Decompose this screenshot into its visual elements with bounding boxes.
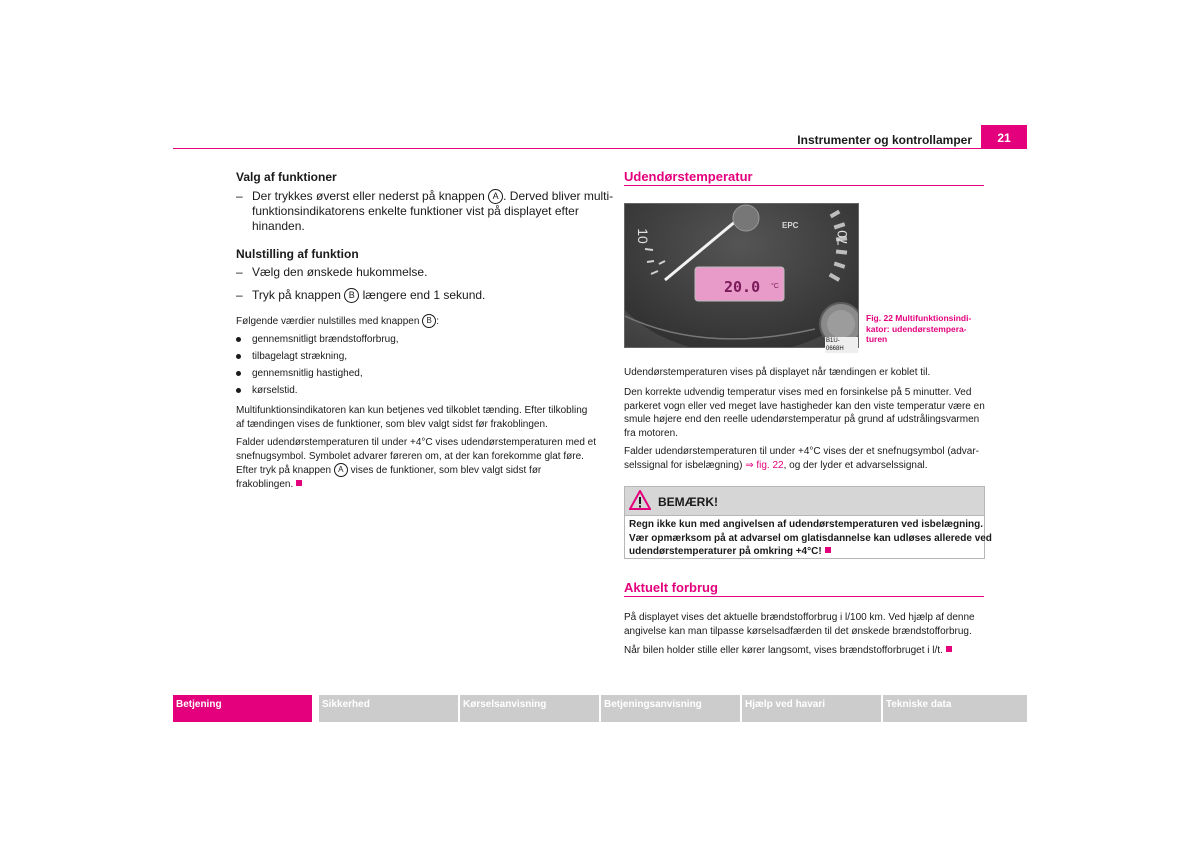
section-end-marker <box>946 646 952 652</box>
paragraph-snowflake <box>236 436 601 491</box>
step-text: Der trykkes øverst eller nederst på knappen <box>252 189 485 203</box>
paragraph-line: Falder udendørstemperaturen til under +4°C vises udendørstemperaturen med et <box>236 437 597 448</box>
needle-hub <box>733 205 759 231</box>
tab-label: Betjening <box>176 699 222 710</box>
bullet-icon <box>236 371 241 376</box>
caption-line: Fig. 22 Multifunktionsindi- <box>866 313 972 323</box>
notice-line: udendørstemperaturer på omkring +4°C! <box>629 546 822 557</box>
lcd-unit: °C <box>771 283 779 290</box>
header-rule <box>173 148 1027 149</box>
tab-sikkerhed[interactable] <box>319 695 458 722</box>
paragraph-line: angivelse kan man tilpasse kørselsadfærden til det ønskede brændstofforbrug. <box>624 625 972 637</box>
section-title-udendoers: Udendørstemperatur <box>624 169 753 184</box>
paragraph-line: af tændingen vises de funktioner, som blev valgt sidst før frakoblingen. <box>236 418 548 430</box>
tab-betjeningsanvisning[interactable] <box>601 695 740 722</box>
reset-intro <box>236 314 439 329</box>
running-header: Instrumenter og kontrollamper <box>797 133 972 147</box>
step-select-memory <box>236 265 606 280</box>
notice-line: Regn ikke kun med angivelsen af udendørstemperaturen ved isbelægning. <box>629 519 983 530</box>
notice-box <box>624 486 992 559</box>
figure-code: B1U-0668H <box>825 337 858 353</box>
list-item <box>236 333 596 347</box>
tab-label: Hjælp ved havari <box>745 699 826 710</box>
section-title-aktuelt: Aktuelt forbrug <box>624 580 718 595</box>
button-a-symbol: A <box>334 463 348 477</box>
tab-label: Betjeningsanvisning <box>604 699 702 710</box>
tab-label: Sikkerhed <box>322 699 370 710</box>
section-end-marker <box>296 480 302 486</box>
paragraph-display: Udendørstemperaturen vises på displayet når tændingen er koblet til. <box>624 367 931 378</box>
step-text: Vælg den ønskede hukommelse. <box>252 265 428 279</box>
reset-knob-inner <box>827 310 855 338</box>
figure-caption <box>866 313 986 345</box>
bullet-icon <box>236 337 241 342</box>
figure-multifunction-indicator <box>624 203 859 352</box>
tab-tekniske-data[interactable] <box>883 695 1027 722</box>
list-item-text: gennemsnitligt brændstofforbrug, <box>252 334 399 345</box>
paragraph-line: fra motoren. <box>624 427 678 439</box>
bullet-icon <box>236 388 241 393</box>
paragraph-ignition <box>236 404 601 431</box>
paragraph-line: selssignal for isbelægning) <box>624 459 743 471</box>
step-select-function <box>236 189 614 235</box>
tab-koerselsanvisning[interactable] <box>460 695 599 722</box>
step-dash: – <box>236 288 243 302</box>
notice-header <box>625 487 984 516</box>
notice-title: BEMÆRK! <box>658 495 718 509</box>
paragraph-line: Den korrekte udvendig temperatur vises med en forsinkelse på 5 minutter. Ved <box>624 387 972 398</box>
gauge-mark-right: 70 <box>833 230 850 246</box>
figure-reference-link[interactable]: ⇒ fig. 22 <box>745 459 784 471</box>
paragraph-line: smule højere end den reelle udendørstemperatur på grund af udstrålingsvarmen <box>624 414 980 425</box>
list-item <box>236 350 596 364</box>
list-item <box>236 367 596 381</box>
caption-line: turen <box>866 334 888 344</box>
step-press-b <box>236 288 606 303</box>
tab-label: Kørselsanvisning <box>463 699 547 710</box>
caption-line: kator: udendørstempera- <box>866 323 967 334</box>
section-title-valg: Valg af funktioner <box>236 170 337 184</box>
step-text: Tryk på knappen <box>252 288 341 302</box>
bullet-icon <box>236 354 241 359</box>
paragraph-line: Efter tryk på knappen <box>236 465 332 476</box>
paragraph-consumption <box>624 611 984 638</box>
reset-bullet-list <box>236 333 596 403</box>
step-dash: – <box>236 265 243 279</box>
step-dash: – <box>236 189 243 203</box>
button-b-symbol: B <box>422 314 436 328</box>
list-item-text: gennemsnitlig hastighed, <box>252 368 363 379</box>
paragraph-line: På displayet vises det aktuelle brændstofforbrug i l/100 km. Ved hjælp af denne <box>624 612 975 623</box>
tab-betjening[interactable] <box>173 695 312 722</box>
list-item <box>236 384 596 398</box>
reset-colon: : <box>436 316 439 327</box>
paragraph-line: parkeret vogn eller ved meget lave hastigheder kan den viste temperatur være en <box>624 400 985 412</box>
list-item-text: kørselstid. <box>252 385 298 396</box>
paragraph-line: Falder udendørstemperaturen til under +4°C vises der et snefnugsymbol (advar- <box>624 446 980 457</box>
button-a-symbol: A <box>488 189 503 204</box>
tab-hjaelp-ved-havari[interactable] <box>742 695 881 722</box>
notice-body <box>629 518 992 559</box>
section-title-nulstilling: Nulstilling af funktion <box>236 247 359 261</box>
list-item-text: tilbagelagt strækning, <box>252 351 348 362</box>
reset-intro-text: Følgende værdier nulstilles med knappen <box>236 316 420 327</box>
section-end-marker <box>825 547 831 553</box>
lcd-temperature-value: 20.0 <box>724 278 761 296</box>
page-number: 21 <box>981 125 1027 149</box>
step-text: . Derved bliver multi- <box>503 189 614 203</box>
paragraph-line: snefnugsymbol. Symbolet advarer føreren om, at der kan forekomme glat føre. <box>236 450 584 462</box>
paragraph-line: frakoblingen. <box>236 478 294 490</box>
button-b-symbol: B <box>344 288 359 303</box>
warning-triangle-icon <box>629 490 651 510</box>
epc-label: EPC <box>782 221 799 230</box>
section-rule <box>624 185 984 186</box>
paragraph-warning-signal <box>624 445 984 472</box>
paragraph-line: Multifunktionsindikatoren kan kun betjenes ved tilkoblet tænding. Efter tilkobling <box>236 405 588 416</box>
instrument-cluster-image <box>625 204 858 347</box>
paragraph-line: Når bilen holder stille eller kører langsomt, vises brændstofforbruget i l/t. <box>624 645 943 656</box>
step-text: funktionsindikatorens enkelte funktioner vist på displayet efter <box>252 204 579 218</box>
notice-line: Vær opmærksom på at advarsel om glatisdannelse kan udløses allerede ved <box>629 532 992 544</box>
paragraph-idle <box>624 644 952 658</box>
section-rule <box>624 596 984 597</box>
gauge-mark-left: 10 <box>634 228 651 244</box>
paragraph-delay <box>624 386 984 440</box>
tab-label: Tekniske data <box>886 699 952 710</box>
step-text: hinanden. <box>252 219 305 233</box>
paragraph-line: , og der lyder et advarselssignal. <box>783 459 928 471</box>
step-text: længere end 1 sekund. <box>362 288 486 302</box>
paragraph-line: vises de funktioner, som blev valgt sidst før <box>350 465 542 476</box>
